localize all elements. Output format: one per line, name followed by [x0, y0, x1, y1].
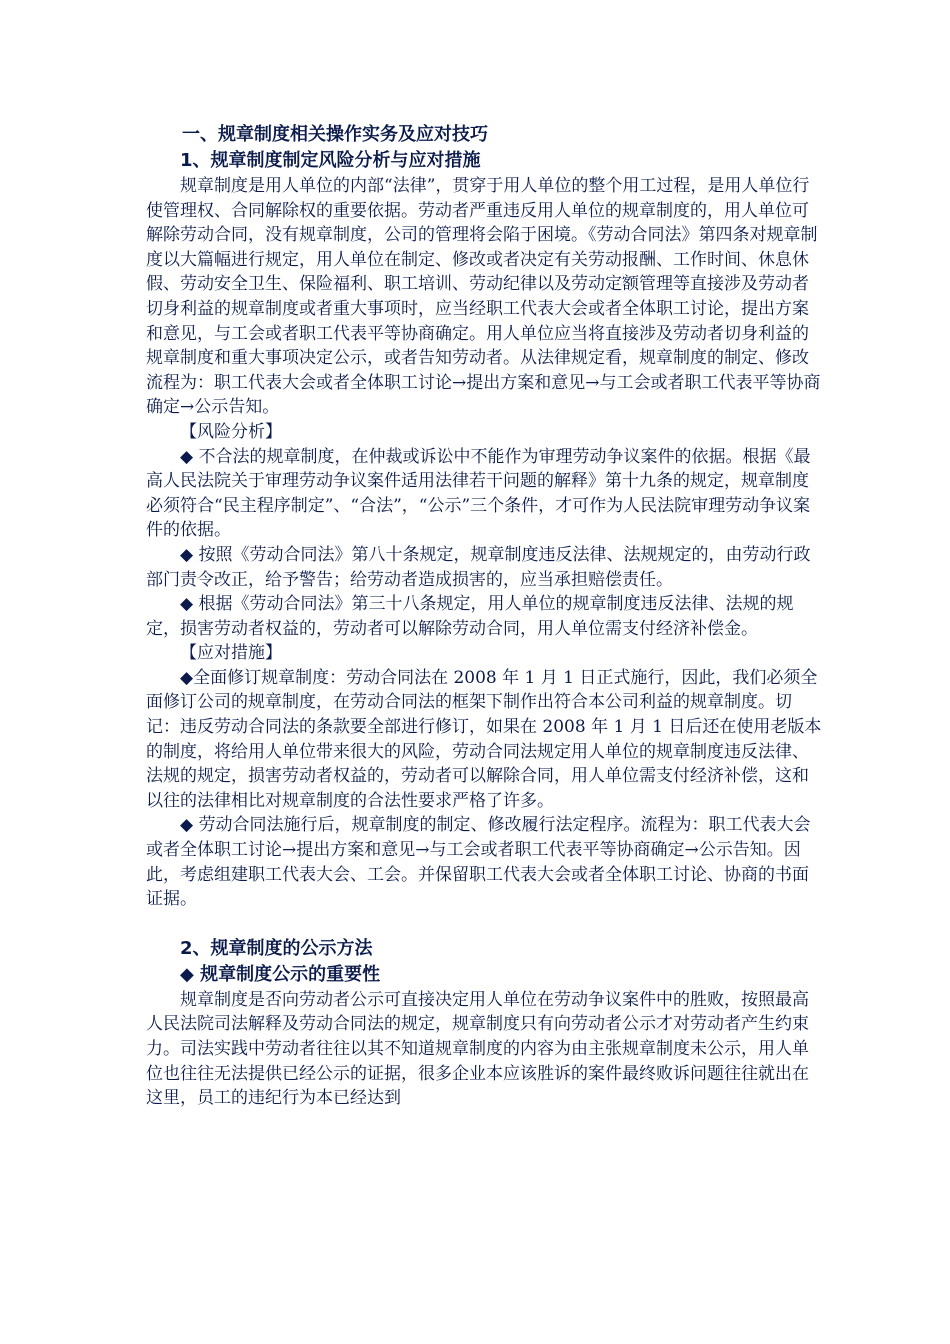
spacer [146, 912, 822, 936]
section-title: 一、规章制度相关操作实务及应对技巧 [182, 124, 488, 145]
document-body [146, 122, 822, 1111]
subsection-title-2: 2、规章制度的公示方法 [180, 937, 373, 959]
risk-item: ◆ 按照《劳动合同法》第八十条规定，规章制度违反法律、法规规定的，由劳动行政部门责令改正，给予警告；给劳动者造成损害的，应当承担赔偿责任。 [146, 544, 811, 590]
measure-item: ◆全面修订规章制度：劳动合同法在 2008 年 1 月 1 日正式施行，因此，我们必须全面修订公司的规章制度，在劳动合同法的框架下制作出符合本公司利益的规章制度。切记：违反劳动合同法的条款要全部进行修订，如果在 2008 年 1 月 1 日后还在使用老版本的制度，将给用人单位带来很大的风险，劳动合同法规定用人单位的规章制度违反法律、法规的规定，损害劳动者权益的，劳动者可以解除合同，用人单位需支付经济补偿，这和以往的法律相比对规章制度的合法性要求严格了许多。 [146, 667, 822, 811]
measure-item: ◆ 劳动合同法施行后，规章制度的制定、修改履行法定程序。流程为：职工代表大会或者全体职工讨论→提出方案和意见→与工会或者职工代表平等协商确定→公示告知。因此，考虑组建职工代表大会、工会。并保留职工代表大会或者全体职工讨论、协商的书面证据。 [146, 815, 811, 910]
risk-item: ◆ 不合法的规章制度，在仲裁或诉讼中不能作为审理劳动争议案件的依据。根据《最高人民法院关于审理劳动争议案件适用法律若干问题的解释》第十九条的规定，规章制度必须符合“民主程序制定”、“合法”，“公示”三个条件，才可作为人民法院审理劳动争议案件的依据。 [146, 446, 811, 541]
subsection-point-title: ◆ 规章制度公示的重要性 [180, 963, 381, 985]
intro-paragraph: 规章制度是用人单位的内部“法律”，贯穿于用人单位的整个用工过程，是用人单位行使管理权、合同解除权的重要依据。劳动者严重违反用人单位的规章制度的，用人单位可解除劳动合同，没有规章制度，公司的管理将会陷于困境。《劳动合同法》第四条对规章制度以大篇幅进行规定，用人单位在制定、修改或者决定有关劳动报酬、工作时间、休息休假、劳动安全卫生、保险福利、职工培训、劳动纪律以及劳动定额管理等直接涉及劳动者切身利益的规章制度或者重大事项时，应当经职工代表大会或者全体职工讨论，提出方案和意见，与工会或者职工代表平等协商确定。用人单位应当将直接涉及劳动者切身利益的规章制度和重大事项决定公示，或者告知劳动者。从法律规定看，规章制度的制定、修改流程为：职工代表大会或者全体职工讨论→提出方案和意见→与工会或者职工代表平等协商确定→公示告知。 [146, 176, 821, 418]
subsection-title-1: 1、规章制度制定风险分析与应对措施 [180, 150, 481, 171]
publicity-paragraph: 规章制度是否向劳动者公示可直接决定用人单位在劳动争议案件中的胜败，按照最高人民法院司法解释及劳动合同法的规定，规章制度只有向劳动者公示才对劳动者产生约束力。司法实践中劳动者往往以其不知道规章制度的内容为由主张规章制度未公示，用人单位也往往无法提供已经公示的证据，很多企业本应该胜诉的案件最终败诉问题往往就出在这里，员工的违纪行为本已经达到 [146, 989, 809, 1109]
risk-item: ◆ 根据《劳动合同法》第三十八条规定，用人单位的规章制度违反法律、法规的规定，损害劳动者权益的，劳动者可以解除劳动合同，用人单位需支付经济补偿金。 [146, 594, 794, 639]
measures-label: 【应对措施】 [180, 643, 282, 664]
risk-analysis-label: 【风险分析】 [180, 421, 282, 442]
